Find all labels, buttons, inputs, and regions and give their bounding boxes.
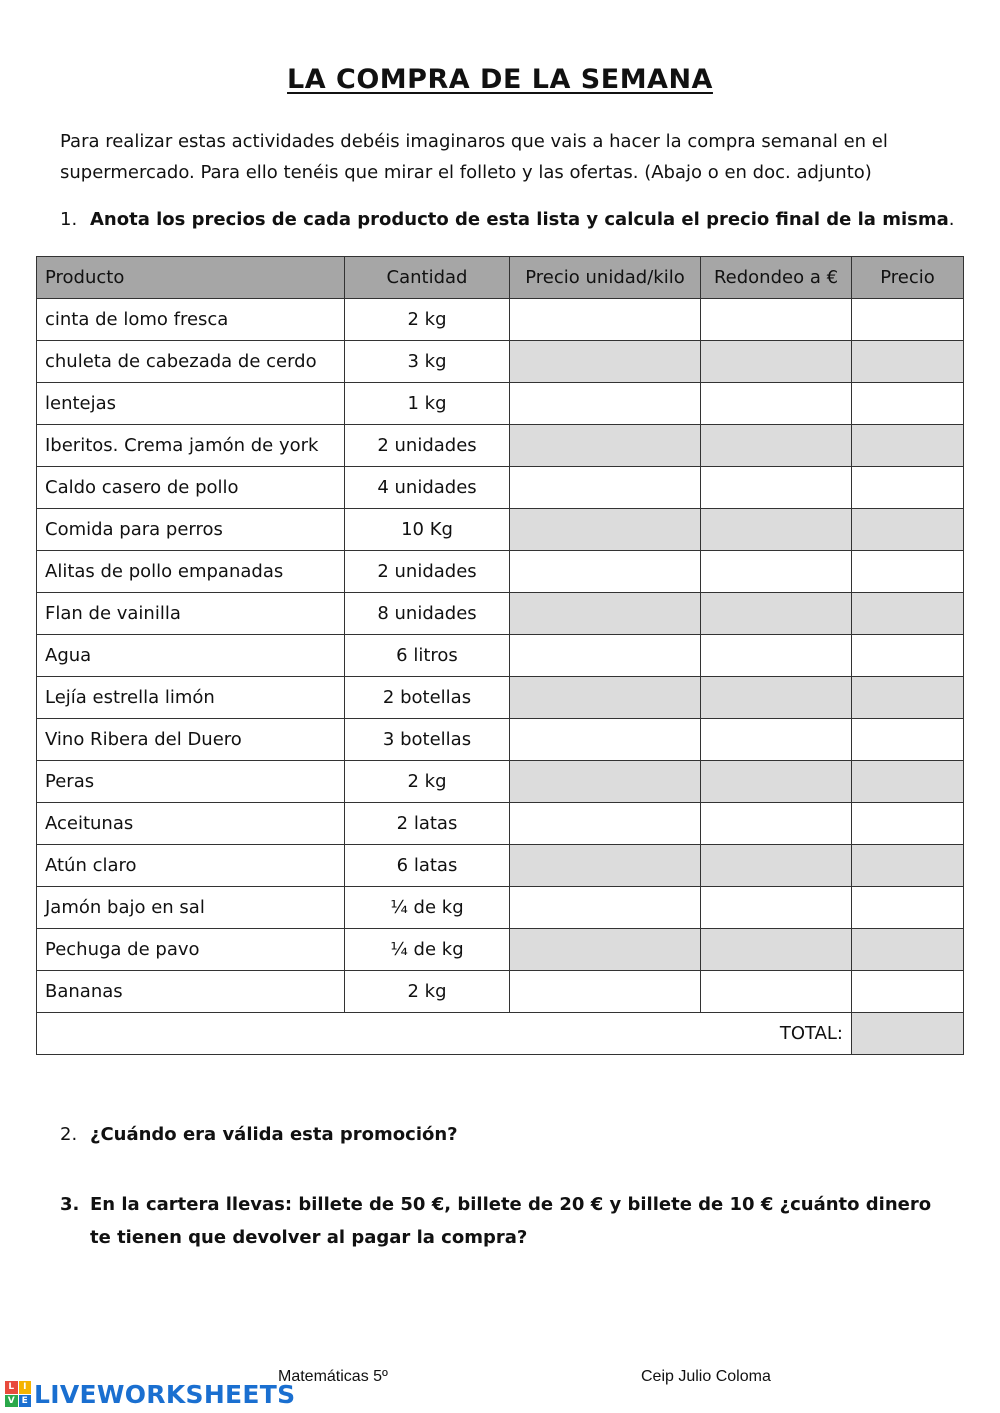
logo-mark-letter: V	[5, 1395, 18, 1408]
rounded-input-cell[interactable]	[701, 971, 852, 1013]
table-row	[37, 845, 964, 887]
rounded-input-cell[interactable]	[701, 593, 852, 635]
rounded-input-cell[interactable]	[701, 635, 852, 677]
quantity-cell: 2 kg	[345, 299, 510, 341]
product-cell: Bananas	[37, 971, 345, 1013]
rounded-input-cell[interactable]	[701, 803, 852, 845]
product-cell: Alitas de pollo empanadas	[37, 551, 345, 593]
rounded-input-cell[interactable]	[701, 299, 852, 341]
unit-price-input-cell[interactable]	[510, 467, 701, 509]
unit-price-input-cell[interactable]	[510, 299, 701, 341]
price-input-cell[interactable]	[852, 677, 964, 719]
question-1-number: 1.	[60, 209, 78, 230]
unit-price-input-cell[interactable]	[510, 383, 701, 425]
quantity-cell: 10 Kg	[345, 509, 510, 551]
header-price: Precio	[852, 257, 964, 299]
question-2-text: ¿Cuándo era válida esta promoción?	[90, 1124, 458, 1145]
unit-price-input-cell[interactable]	[510, 929, 701, 971]
intro-line-1: Para realizar estas actividades debéis imaginaros que vais a hacer la compra semanal en el	[60, 131, 888, 152]
quantity-cell: 3 kg	[345, 341, 510, 383]
rounded-input-cell[interactable]	[701, 341, 852, 383]
product-cell: Aceitunas	[37, 803, 345, 845]
question-1-text: Anota los precios de cada producto de esta lista y calcula el precio final de la misma	[90, 209, 949, 230]
rounded-input-cell[interactable]	[701, 887, 852, 929]
product-cell: Agua	[37, 635, 345, 677]
table-row	[37, 341, 964, 383]
price-input-cell[interactable]	[852, 551, 964, 593]
product-cell: Pechuga de pavo	[37, 929, 345, 971]
rounded-input-cell[interactable]	[701, 719, 852, 761]
price-input-cell[interactable]	[852, 593, 964, 635]
price-input-cell[interactable]	[852, 299, 964, 341]
quantity-cell: 2 kg	[345, 971, 510, 1013]
total-label: TOTAL:	[37, 1013, 852, 1055]
unit-price-input-cell[interactable]	[510, 719, 701, 761]
unit-price-input-cell[interactable]	[510, 845, 701, 887]
table-row	[37, 509, 964, 551]
question-2	[60, 1124, 458, 1145]
product-cell: Lejía estrella limón	[37, 677, 345, 719]
quantity-cell: 3 botellas	[345, 719, 510, 761]
rounded-input-cell[interactable]	[701, 551, 852, 593]
question-1-end: .	[948, 209, 955, 230]
quantity-cell: 6 litros	[345, 635, 510, 677]
product-cell: Iberitos. Crema jamón de york	[37, 425, 345, 467]
rounded-input-cell[interactable]	[701, 845, 852, 887]
intro-paragraph	[60, 126, 940, 188]
rounded-input-cell[interactable]	[701, 383, 852, 425]
shopping-table	[36, 256, 964, 1055]
table-row	[37, 719, 964, 761]
unit-price-input-cell[interactable]	[510, 425, 701, 467]
total-input-cell[interactable]	[852, 1013, 964, 1055]
unit-price-input-cell[interactable]	[510, 677, 701, 719]
rounded-input-cell[interactable]	[701, 467, 852, 509]
rounded-input-cell[interactable]	[701, 761, 852, 803]
logo-mark-letter: L	[5, 1381, 18, 1394]
price-input-cell[interactable]	[852, 845, 964, 887]
logo-mark-letter: E	[19, 1395, 32, 1408]
table-row	[37, 425, 964, 467]
total-row	[37, 1013, 964, 1055]
unit-price-input-cell[interactable]	[510, 887, 701, 929]
product-cell: Jamón bajo en sal	[37, 887, 345, 929]
quantity-cell: 2 unidades	[345, 425, 510, 467]
product-cell: lentejas	[37, 383, 345, 425]
table-row	[37, 551, 964, 593]
question-1	[60, 209, 960, 230]
quantity-cell: 2 kg	[345, 761, 510, 803]
table-row	[37, 467, 964, 509]
unit-price-input-cell[interactable]	[510, 551, 701, 593]
logo-mark-letter: I	[19, 1381, 32, 1394]
unit-price-input-cell[interactable]	[510, 635, 701, 677]
rounded-input-cell[interactable]	[701, 929, 852, 971]
table-row	[37, 677, 964, 719]
table-row	[37, 887, 964, 929]
price-input-cell[interactable]	[852, 383, 964, 425]
unit-price-input-cell[interactable]	[510, 341, 701, 383]
quantity-cell: 8 unidades	[345, 593, 510, 635]
price-input-cell[interactable]	[852, 425, 964, 467]
logo-text: LIVEWORKSHEETS	[34, 1379, 296, 1409]
table-row	[37, 383, 964, 425]
page-title: LA COMPRA DE LA SEMANA	[287, 64, 713, 95]
header-product: Producto	[37, 257, 345, 299]
price-input-cell[interactable]	[852, 929, 964, 971]
product-cell: Caldo casero de pollo	[37, 467, 345, 509]
header-quantity: Cantidad	[345, 257, 510, 299]
product-cell: cinta de lomo fresca	[37, 299, 345, 341]
quantity-cell: 4 unidades	[345, 467, 510, 509]
price-input-cell[interactable]	[852, 341, 964, 383]
quantity-cell: ¼ de kg	[345, 887, 510, 929]
footer-subject: Matemáticas 5º	[278, 1368, 388, 1385]
quantity-cell: 1 kg	[345, 383, 510, 425]
rounded-input-cell[interactable]	[701, 425, 852, 467]
unit-price-input-cell[interactable]	[510, 803, 701, 845]
question-3-number: 3.	[60, 1194, 80, 1215]
price-input-cell[interactable]	[852, 719, 964, 761]
footer-school: Ceip Julio Coloma	[641, 1368, 771, 1385]
table-row	[37, 929, 964, 971]
product-cell: Flan de vainilla	[37, 593, 345, 635]
question-3-line-2: te tienen que devolver al pagar la compra?	[90, 1227, 528, 1248]
question-3-line-1: En la cartera llevas: billete de 50 €, billete de 20 € y billete de 10 € ¿cuánto dinero	[90, 1194, 932, 1215]
table-row	[37, 299, 964, 341]
header-unit-price: Precio unidad/kilo	[510, 257, 701, 299]
price-input-cell[interactable]	[852, 509, 964, 551]
table-row	[37, 803, 964, 845]
question-2-number: 2.	[60, 1124, 78, 1145]
price-input-cell[interactable]	[852, 467, 964, 509]
unit-price-input-cell[interactable]	[510, 509, 701, 551]
table-row	[37, 971, 964, 1013]
price-input-cell[interactable]	[852, 635, 964, 677]
quantity-cell: 2 botellas	[345, 677, 510, 719]
price-input-cell[interactable]	[852, 761, 964, 803]
product-cell: Atún claro	[37, 845, 345, 887]
header-rounded: Redondeo a €	[701, 257, 852, 299]
table-row	[37, 593, 964, 635]
intro-line-2: supermercado. Para ello tenéis que mirar el folleto y las ofertas. (Abajo o en doc. adjunto)	[60, 162, 872, 183]
quantity-cell: 2 unidades	[345, 551, 510, 593]
table-header-row	[37, 257, 964, 299]
quantity-cell: 6 latas	[345, 845, 510, 887]
logo-mark-icon	[5, 1381, 31, 1407]
unit-price-input-cell[interactable]	[510, 761, 701, 803]
price-input-cell[interactable]	[852, 971, 964, 1013]
product-cell: Vino Ribera del Duero	[37, 719, 345, 761]
table-row	[37, 761, 964, 803]
unit-price-input-cell[interactable]	[510, 593, 701, 635]
table-row	[37, 635, 964, 677]
product-cell: chuleta de cabezada de cerdo	[37, 341, 345, 383]
rounded-input-cell[interactable]	[701, 677, 852, 719]
product-cell: Comida para perros	[37, 509, 345, 551]
price-input-cell[interactable]	[852, 803, 964, 845]
question-3	[60, 1188, 945, 1254]
quantity-cell: ¼ de kg	[345, 929, 510, 971]
liveworksheets-logo[interactable]	[5, 1378, 295, 1410]
quantity-cell: 2 latas	[345, 803, 510, 845]
rounded-input-cell[interactable]	[701, 509, 852, 551]
unit-price-input-cell[interactable]	[510, 971, 701, 1013]
product-cell: Peras	[37, 761, 345, 803]
price-input-cell[interactable]	[852, 887, 964, 929]
